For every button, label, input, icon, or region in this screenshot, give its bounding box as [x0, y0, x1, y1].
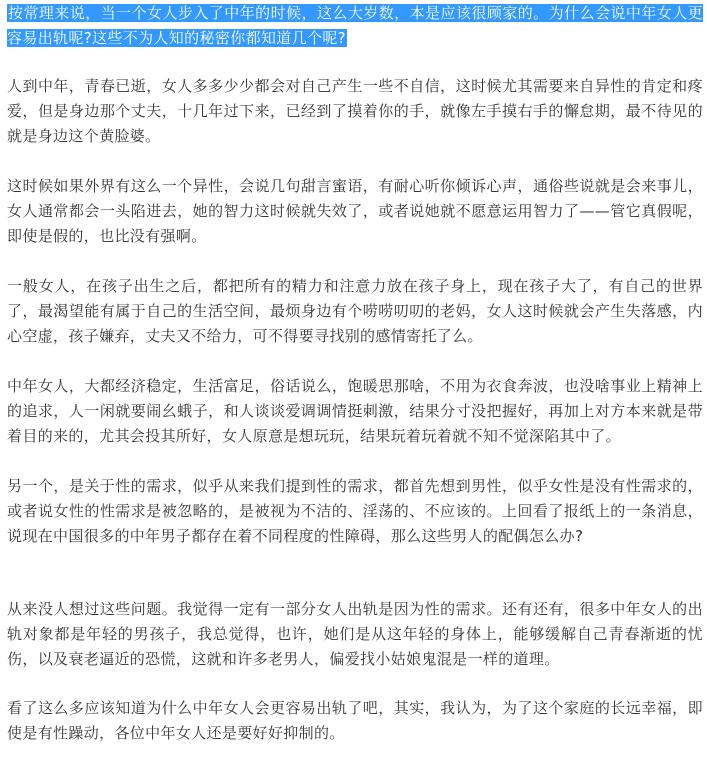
article-paragraph-5: 另一个，是关于性的需求，似乎从来我们提到性的需求，都首先想到男性，似乎女性是没有性需求的，或者说女性的性需求是被忽略的，是被视为不洁的、淫荡的、不应该的。上回看了报纸上的一条消息，说现在中国很多的中年男子都存在着不同程度的性障碍，那么这些男人的配偶怎么办? [7, 477, 703, 545]
article-paragraph-2: 这时候如果外界有这么一个异性，会说几句甜言蜜语，有耐心听你倾诉心声，通俗些说就是会来事儿，女人通常都会一头陷进去，她的智力这时候就失效了，或者说她就不愿意运用智力了——管它真假呢，即使是假的，也比没有强啊。 [7, 177, 703, 245]
article-paragraph-3: 一般女人，在孩子出生之后，都把所有的精力和注意力放在孩子身上，现在孩子大了，有自己的世界了，最渴望能有属于自己的生活空间，最烦身边有个唠唠叨叨的老妈，女人这时候就会产生失落感，内心空虚，孩子嫌弃，丈夫又不给力，可不得要寻找别的感情寄托了么。 [7, 277, 703, 345]
article-paragraph-4: 中年女人，大都经济稳定，生活富足，俗话说么，饱暖思那啥，不用为衣食奔波，也没啥事业上精神上的追求，人一闲就要闹幺蛾子，和人谈谈爱调调情挺刺激，结果分寸没把握好，再加上对方本来就是带着目的来的，尤其会投其所好，女人原意是想玩玩，结果玩着玩着就不知不觉深陷其中了。 [7, 377, 703, 445]
article-paragraph-7: 看了这么多应该知道为什么中年女人会更容易出轨了吧，其实，我认为，为了这个家庭的长远幸福，即使是有性躁动，各位中年女人还是要好好抑制的。 [7, 699, 703, 742]
selected-lead-text[interactable]: 按常理来说，当一个女人步入了中年的时候，这么大岁数，本是应该很顾家的。为什么会说中年女人更容易出轨呢?这些不为人知的秘密你都知道几个呢? [7, 4, 703, 47]
article-lead-paragraph [7, 1, 703, 51]
article-paragraph-1: 人到中年，青春已逝，女人多多少少都会对自己产生一些不自信，这时候尤其需要来自异性的肯定和疼爱，但是身边那个丈夫，十几年过下来，已经到了摸着你的手，就像左手摸右手的懈怠期，最不待见的就是身边这个黄脸婆。 [7, 77, 703, 145]
article-paragraph-6: 从来没人想过这些问题。我觉得一定有一部分女人出轨是因为性的需求。还有还有，很多中年女人的出轨对象都是年轻的男孩子，我总觉得，也许，她们是从这年轻的身体上，能够缓解自己青春渐逝的忧伤，以及衰老逼近的恐慌，这就和许多老男人，偏爱找小姑娘鬼混是一样的道理。 [7, 600, 703, 668]
